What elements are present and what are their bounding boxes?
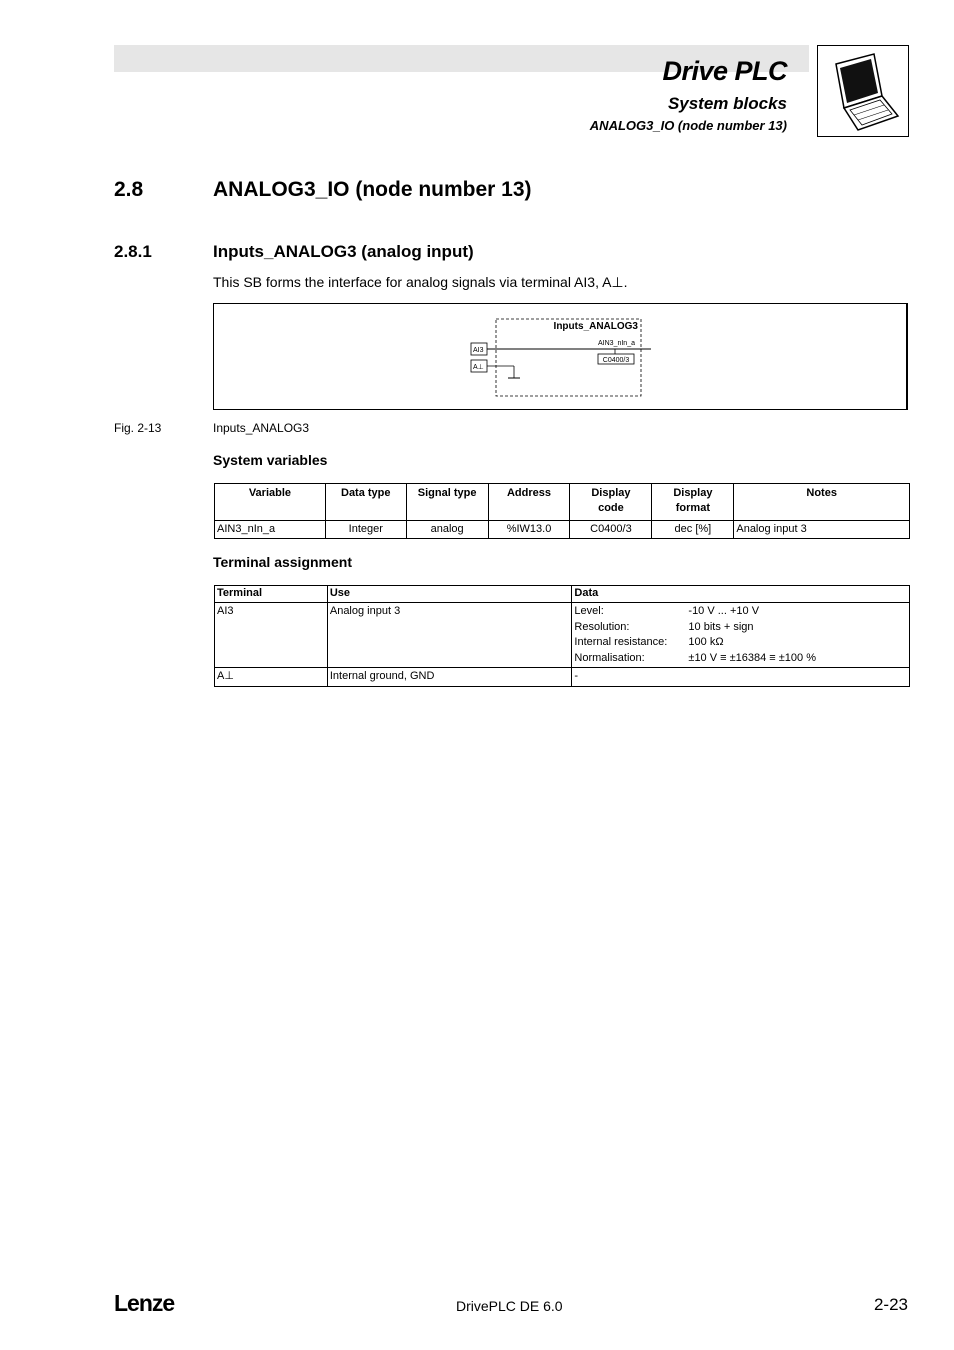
output-variable-label: AIN3_nIn_a [598,340,635,347]
footer-document-name: DrivePLC DE 6.0 [456,1298,563,1314]
block-diagram-figure [213,303,908,410]
terminal-gnd-label: A⊥ [473,364,484,371]
document-title: Drive PLC [662,56,787,86]
table-cell: AIN3_nIn_a [215,521,326,539]
terminal-ai3-label: AI3 [473,347,484,354]
data-key: Resolution: [574,620,630,633]
use-cell: Analog input 3 [327,603,572,668]
subheading-title: Inputs_ANALOG3 (analog input) [213,242,474,261]
data-value: -10 V ... +10 V [688,605,760,617]
table-cell: C0400/3 [570,521,652,539]
data-key: Normalisation: [574,651,645,664]
table-row [215,668,910,687]
data-line [574,651,907,667]
function-block-title: Inputs_ANALOG3 [553,321,638,332]
table-row [215,603,910,668]
data-value: 100 kΩ [688,636,724,648]
data-line [574,604,907,620]
table-cell: Integer [325,521,406,539]
data-key: Level: [574,605,604,617]
page-title: ANALOG3_IO (node number 13) [213,178,532,201]
table-header-row [215,484,910,521]
section-name: System blocks [667,94,787,113]
table-cell: analog [406,521,488,539]
use-cell: Internal ground, GND [327,668,572,687]
column-header: Address [488,484,570,521]
block-name: ANALOG3_IO (node number 13) [589,118,787,133]
display-code-label: C0400/3 [602,357,630,364]
column-header: Signal type [406,484,488,521]
column-header: Display code [570,484,652,521]
table-cell: Analog input 3 [734,521,910,539]
column-header: Use [327,586,572,603]
column-header: Notes [734,484,910,521]
column-header: Display format [652,484,734,521]
data-line [574,635,907,651]
column-header: Data type [325,484,406,521]
system-variables-heading: System variables [213,452,328,468]
table-row [215,521,910,539]
column-header: Terminal [215,586,328,603]
laptop-icon [817,45,909,137]
data-value: ±10 V ≡ ±16384 ≡ ±100 % [688,651,816,664]
heading-number: 2.8 [114,178,144,201]
terminal-assignment-heading: Terminal assignment [213,554,353,570]
data-cell [572,603,910,668]
terminal-cell: AI3 [215,603,328,668]
terminal-cell: A⊥ [215,668,328,687]
data-cell: - [572,668,910,687]
page-number: 2-23 [873,1295,908,1314]
system-variables-table [214,483,910,539]
lenze-logo: Lenze [114,1290,175,1316]
table-cell: dec [%] [652,521,734,539]
table-header-row [215,586,910,603]
figure-caption: Inputs_ANALOG3 [213,421,310,435]
data-key: Internal resistance: [574,636,668,648]
table-cell: %IW13.0 [488,521,570,539]
column-header: Variable [215,484,326,521]
subheading-number: 2.8.1 [114,242,152,261]
data-line [574,620,907,636]
data-value: 10 bits + sign [688,620,754,633]
intro-text: This SB forms the interface for analog signals via terminal AI3, A⊥. [213,274,628,290]
figure-number: Fig. 2-13 [114,421,162,435]
column-header: Data [572,586,910,603]
terminal-assignment-table [214,585,910,687]
